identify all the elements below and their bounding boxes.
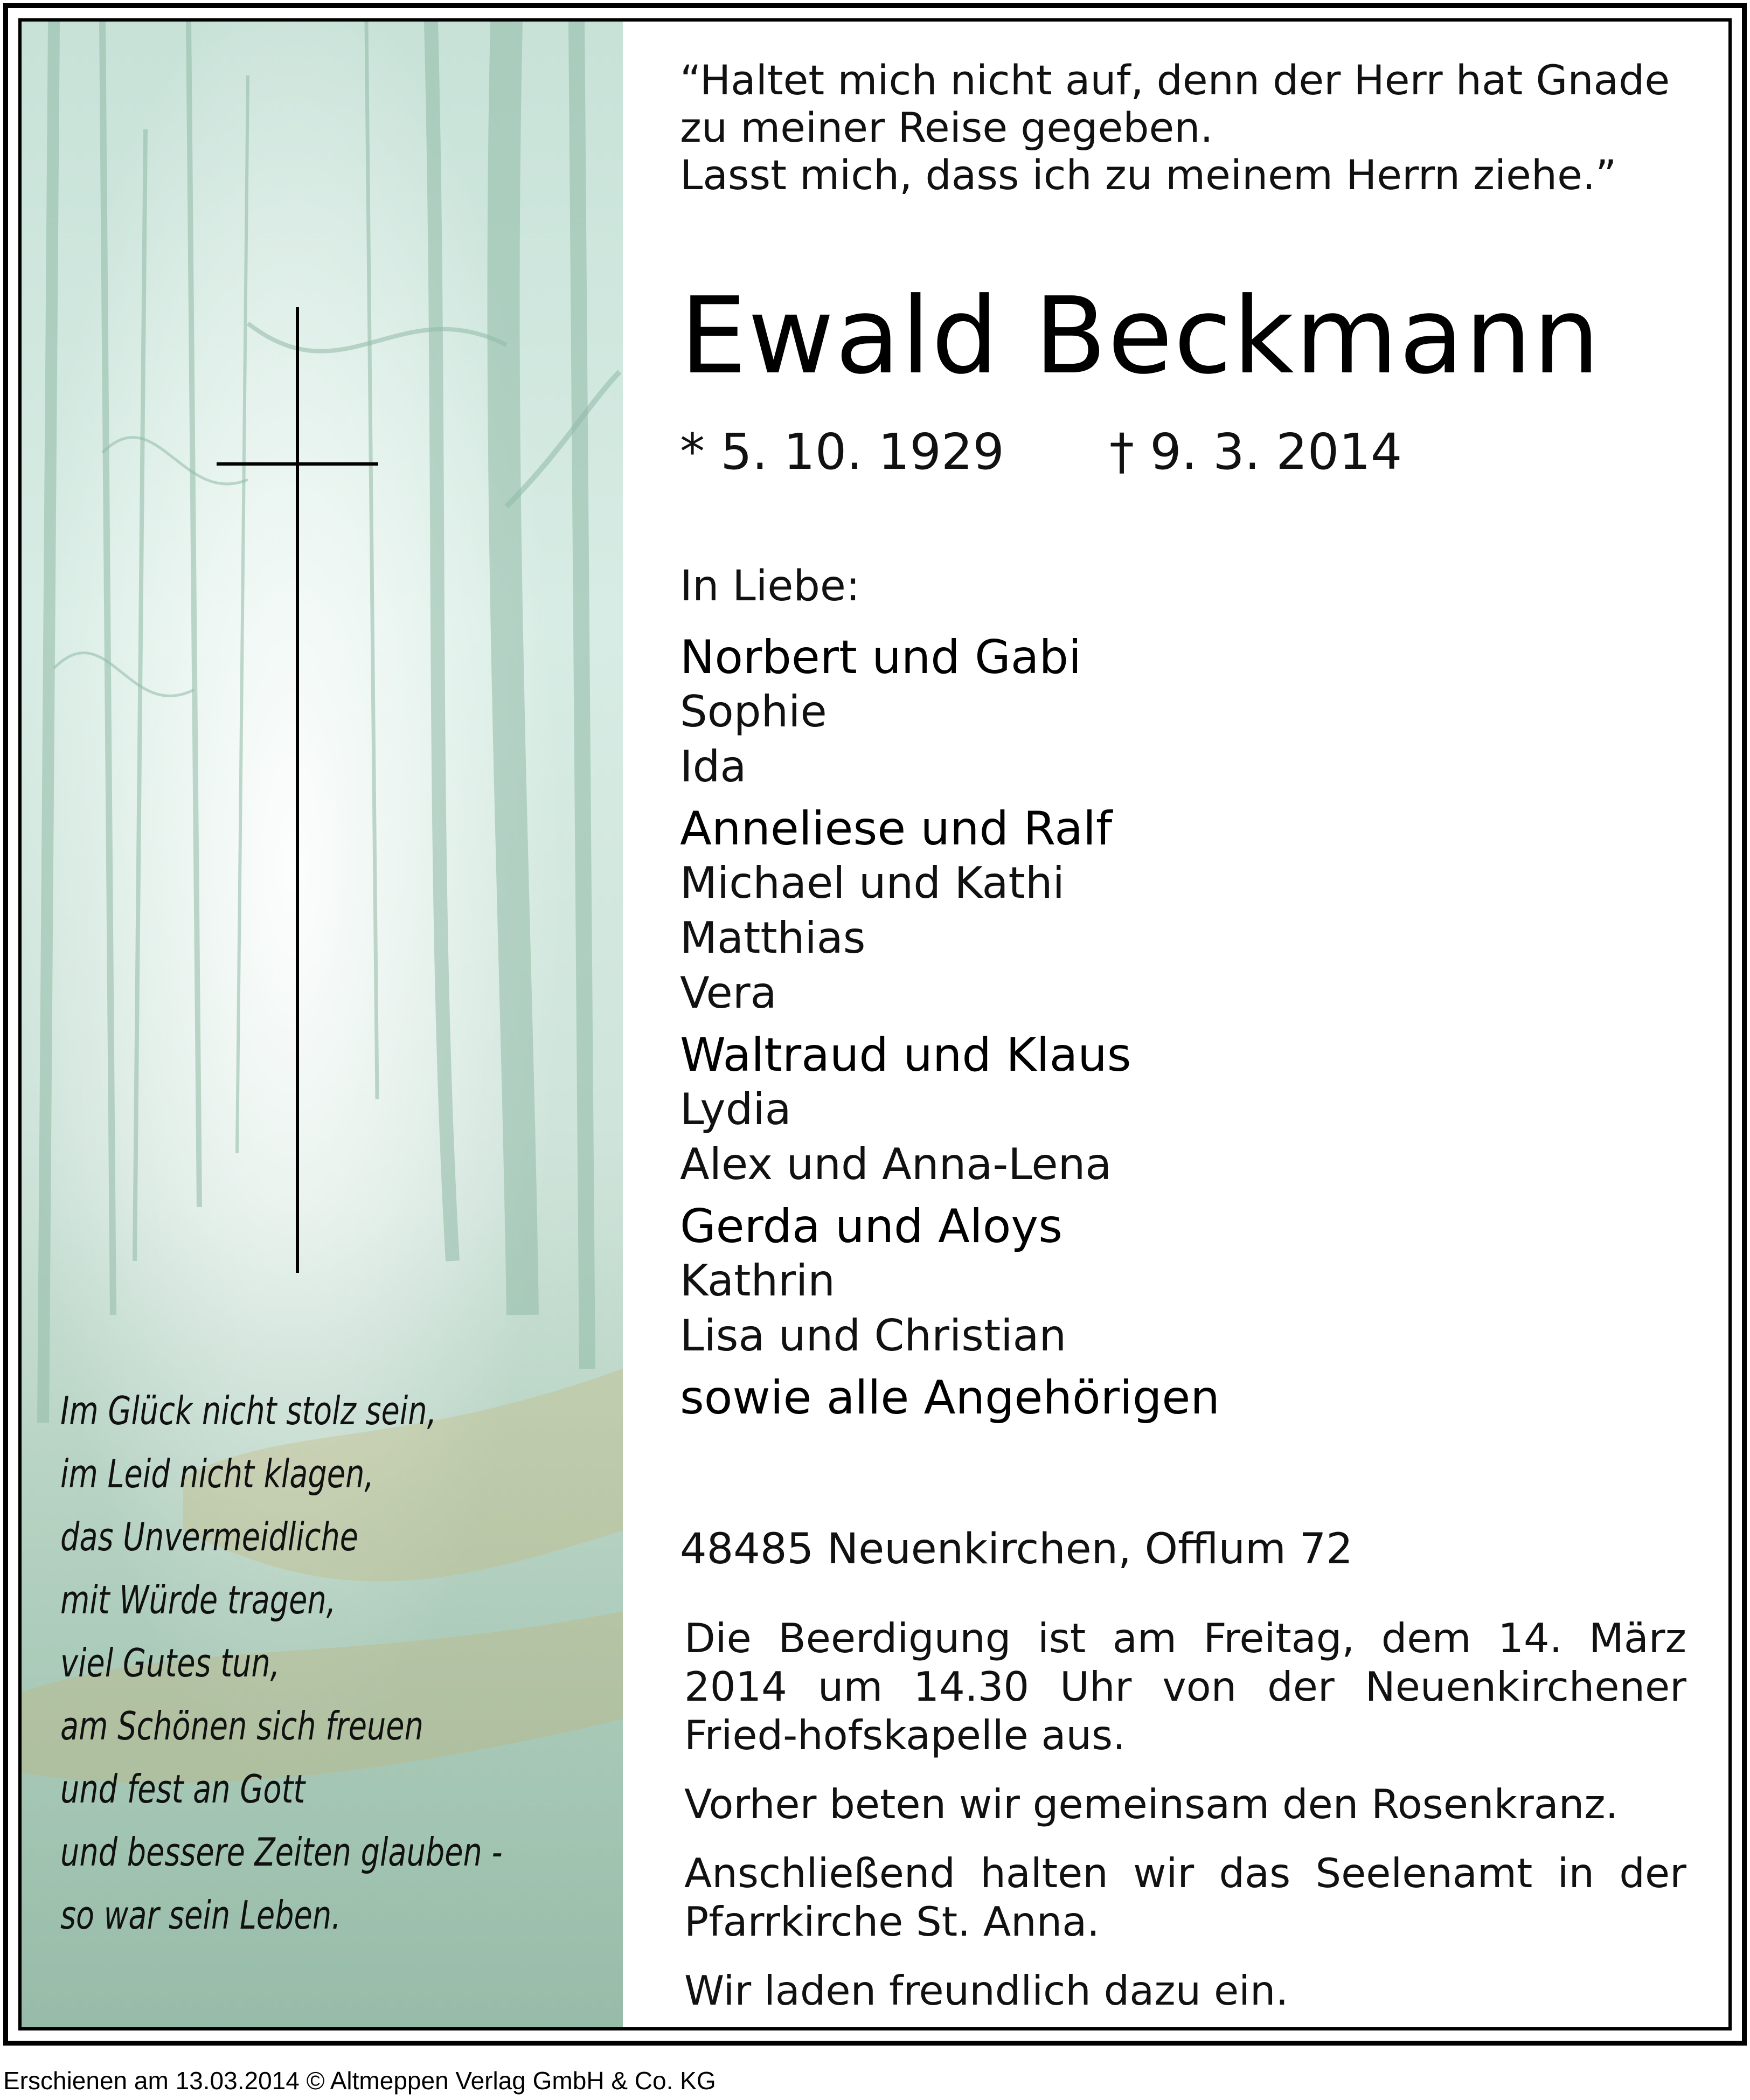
cross-icon-horizontal <box>217 462 378 466</box>
publication-credit: Erschienen am 13.03.2014 © Altmeppen Verlag GmbH & Co. KG <box>3 2067 716 2095</box>
poem-line: mit Würde tragen, <box>60 1577 336 1623</box>
funeral-info <box>684 1614 1686 2030</box>
quote-line: Lasst mich, dass ich zu meinem Herrn ziehe.” <box>680 151 1617 199</box>
poem-line: und fest an Gott <box>60 1766 305 1812</box>
quote-line: “Haltet mich nicht auf, denn der Herr hat Gnade <box>680 56 1670 104</box>
family-group <box>680 1200 1220 1363</box>
poem-line: so war sein Leben. <box>60 1893 341 1938</box>
family-member: Lisa und Christian <box>680 1311 1067 1361</box>
deceased-name: Ewald Beckmann <box>680 275 1601 398</box>
funeral-paragraph: Anschließend halten wir das Seelenamt in der Pfarrkirche St. Anna. <box>684 1849 1686 1945</box>
relatives-line: sowie alle Angehörigen <box>680 1371 1220 1425</box>
obituary-card <box>18 18 1732 2030</box>
funeral-paragraph: Wir laden freundlich dazu ein. <box>684 1967 1289 2014</box>
family-group <box>680 630 1220 794</box>
funeral-paragraph: Die Beerdigung ist am Freitag, dem 14. März 2014 um 14.30 Uhr von der Neuenkirchener Fried-hofskapelle aus. <box>684 1614 1686 1759</box>
family-head: Gerda und Aloys <box>680 1200 1063 1253</box>
family-head: Anneliese und Ralf <box>680 802 1113 856</box>
death-date: † 9. 3. 2014 <box>1109 423 1402 481</box>
bible-quote <box>680 57 1670 199</box>
poem-line: das Unvermeidliche <box>60 1514 359 1560</box>
family-member: Michael und Kathi <box>680 858 1065 908</box>
forest-path-image <box>22 22 623 2027</box>
family-group <box>680 1028 1220 1192</box>
poem-line: am Schönen sich freuen <box>60 1703 423 1749</box>
poem <box>60 1380 503 1947</box>
cross-icon-vertical <box>296 307 299 1273</box>
family-group <box>680 802 1220 1021</box>
in-liebe-label: In Liebe: <box>680 562 860 611</box>
funeral-paragraph: Vorher beten wir gemeinsam den Rosenkranz. <box>684 1780 1619 1828</box>
address: 48485 Neuenkirchen, Offlum 72 <box>680 1525 1353 1574</box>
quote-line: zu meiner Reise gegeben. <box>680 103 1213 151</box>
family-member: Sophie <box>680 687 827 737</box>
family-member: Vera <box>680 968 777 1018</box>
family-member: Ida <box>680 741 747 792</box>
poem-line: im Leid nicht klagen, <box>60 1451 374 1496</box>
life-dates <box>680 423 1402 481</box>
family-head: Norbert und Gabi <box>680 630 1081 684</box>
family-member: Kathrin <box>680 1256 835 1306</box>
birth-date: * 5. 10. 1929 <box>680 423 1004 481</box>
poem-line: viel Gutes tun, <box>60 1640 280 1686</box>
family-member: Lydia <box>680 1084 791 1134</box>
family-head: Waltraud und Klaus <box>680 1028 1131 1082</box>
family-list <box>680 630 1220 1425</box>
poem-line: und bessere Zeiten glauben - <box>60 1829 503 1875</box>
family-member: Matthias <box>680 913 866 963</box>
family-member: Alex und Anna-Lena <box>680 1139 1112 1189</box>
poem-line: Im Glück nicht stolz sein, <box>60 1388 437 1433</box>
